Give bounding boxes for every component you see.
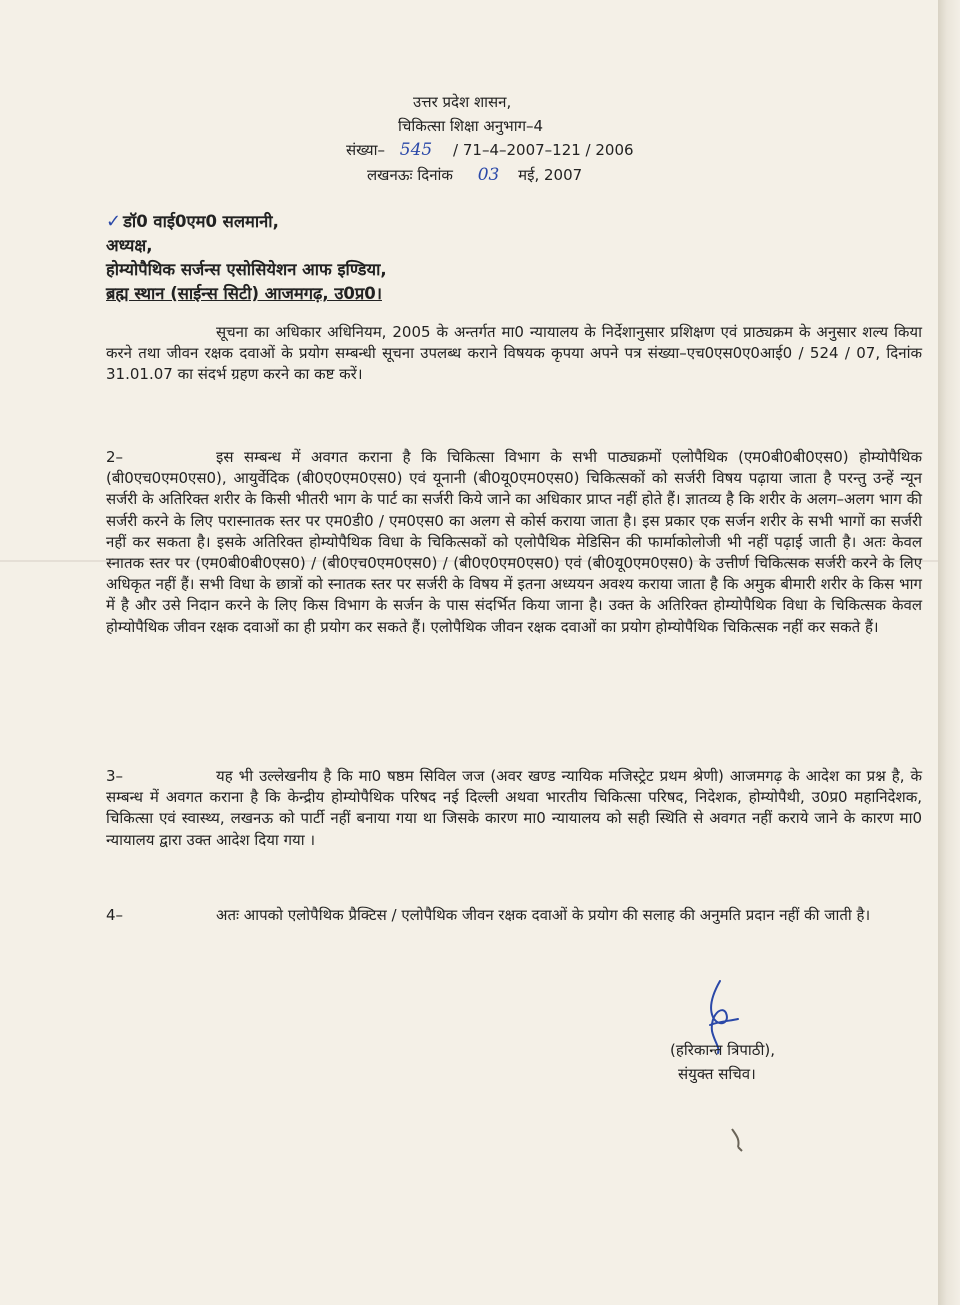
addressee-address: ब्रह्म स्थान (साईन्स सिटी) आजमगढ़, उ0प्र0। xyxy=(106,284,382,303)
paragraph-3 xyxy=(106,766,922,851)
header-government: उत्तर प्रदेश शासन, xyxy=(413,93,512,111)
paragraph-3-number: 3– xyxy=(106,767,124,785)
paper-edge xyxy=(938,0,960,1305)
paragraph-2-text: इस सम्बन्ध में अवगत कराना है कि चिकित्सा विभाग के सभी पाठ्यक्रमों एलोपैथिक (एम0बी0बी0एस0) होम्योपैथिक (बी0एच0एम0एस0), आयुर्वेदिक (बी0ए0एम0एस0) एवं यूनानी (बी0यू0एम0एस0) चिकित्सकों को सर्जरी विषय पढ़ाया जाता है परन्तु उन्हें न्यून सर्जरी के अतिरिक्त शरीर के किसी भीतरी भाग के पार्ट का सर्जरी किये जाने का अधिकार प्राप्त नहीं होते हैं। ज्ञातव्य है कि शरीर के अलग–अलग भाग की सर्जरी करने के लिए परास्नातक स्तर पर एम0डी0 / एम0एस0 का अलग से कोर्स कराया जाता है। इस प्रकार एक सर्जन शरीर के सभी भागों का सर्जरी नहीं कर सकता है। इसके अतिरिक्त होम्योपैथिक विधा के चिकित्सकों को एलोपैथिक मेडिसिन की फार्माकोलोजी भी नहीं पढ़ाई जाती है। अतः केवल स्नातक स्तर पर (एम0बी0बी0एस0) / (बी0एच0एम0एस0) / (बी0ए0एम0एस0) एवं (बी0यू0एम0एस0) के उत्तीर्ण चिकित्सक सर्जरी करने के लिए अधिकृत नहीं हैं। सभी विधा के छात्रों को स्नातक स्तर पर सर्जरी के विषय में इतना अध्ययन अवश्य कराया जाता है कि अमुक बीमारी शरीर के किस भाग में है और उसे निदान करने के लिए किस विभाग के सर्जन के पास संदर्भित किया जाना है। उक्त के अतिरिक्त होम्योपैथिक विधा के चिकित्सक केवल होम्योपैथिक जीवन रक्षक दवाओं का ही प्रयोग कर सकते हैं। एलोपैथिक जीवन रक्षक दवाओं का प्रयोग होम्योपैथिक चिकित्सक नहीं कर सकते हैं। xyxy=(106,448,922,636)
paragraph-2-number: 2– xyxy=(106,448,124,466)
signatory-name: (हरिकान्त त्रिपाठी), xyxy=(670,1041,775,1059)
paragraph-4-number: 4– xyxy=(106,906,124,924)
paragraph-4-text: अतः आपको एलोपैथिक प्रैक्टिस / एलोपैथिक जीवन रक्षक दवाओं के प्रयोग की सलाह की अनुमति प्रदान नहीं की जाती है। xyxy=(216,906,871,924)
signatory-title: संयुक्त सचिव। xyxy=(678,1065,756,1083)
number-handwritten: 545 xyxy=(399,140,433,160)
number-rest: / 71–4–2007–121 / 2006 xyxy=(453,141,634,159)
paragraph-1 xyxy=(106,322,922,386)
signature-block xyxy=(670,1038,775,1086)
addressee-designation: अध्यक्ष, xyxy=(106,236,153,255)
header-department: चिकित्सा शिक्षा अनुभाग–4 xyxy=(398,117,544,135)
date-label: लखनऊः दिनांक xyxy=(367,166,453,184)
tick-mark: ✓ xyxy=(106,211,122,232)
paragraph-1-text: सूचना का अधिकार अधिनियम, 2005 के अन्तर्गत मा0 न्यायालय के निर्देशानुसार प्रशिक्षण एवं प्राठ्यक्रम के अनुसार शल्य किया करने तथा जीवन रक्षक दवाओं के प्रयोग सम्बन्धी सूचना उपलब्ध कराने विषयक कृपया अपने पत्र संख्या–एच0एस0ए0आई0 / 524 / 07, दिनांक 31.01.07 का संदर्भ ग्रहण करने का कष्ट करें। xyxy=(106,323,922,384)
paragraph-3-text: यह भी उल्लेखनीय है कि मा0 षष्ठम सिविल जज (अवर खण्ड न्यायिक मजिस्ट्रेट प्रथम श्रेणी) आजमगढ़ के आदेश का प्रश्न है, के सम्बन्ध में अवगत कराना है कि केन्द्रीय होम्योपैथिक परिषद नई दिल्ली अथवा भारतीय चिकित्सा परिषद, निदेशक, होम्योपैथी, उ0प्र0 महानिदेशक, चिकित्सा एवं स्वास्थ्य, लखनऊ को पार्टी नहीं बनाया गया था जिसके कारण मा0 न्यायालय को सही स्थिति से अवगत नहीं कराये जाने के कारण मा0 न्यायालय द्वारा उक्त आदेश दिया गया । xyxy=(106,767,922,849)
header-date-line xyxy=(367,165,582,185)
number-label: संख्या– xyxy=(346,141,386,159)
paragraph-4 xyxy=(106,905,922,926)
addressee-block xyxy=(106,210,387,306)
header-number-line xyxy=(346,140,634,160)
addressee-organization: होम्योपैथिक सर्जन्स एसोसियेशन आफ इण्डिया, xyxy=(106,260,387,279)
date-rest: मई, 2007 xyxy=(518,166,583,184)
ink-mark xyxy=(728,1125,748,1155)
addressee-name-line xyxy=(106,210,387,234)
paragraph-2 xyxy=(106,447,922,638)
addressee-name: डॉ0 वाई0एम0 सलमानी, xyxy=(123,212,279,231)
date-handwritten: 03 xyxy=(477,165,500,185)
